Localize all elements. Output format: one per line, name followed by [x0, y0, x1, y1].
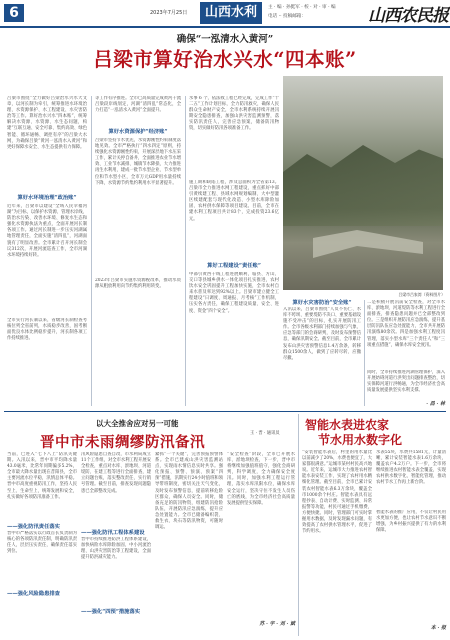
paragraph: “安装智能水表后，村里的用水量比以前减少了20%，水费也便宜了，大家都很满意。”运城市某村村民高兴地说。近年来，运城市大力推进农村智能水表安装工作，实现了农村用水精细化管理。截至目前，全市已累计安装农村智能水表6.3万余块，覆盖全市1000余个村庄。智能水表具有远程抄表、自动计费、实时监测、异常报警等功能，村民可通过手机缴费，方便快捷。同时，管理部门可实时掌握用水数据，及时发现漏水问题，有效提高了农村供水管理水平，促进了节约用水。 [302, 450, 372, 535]
paragraph: 2023年吕梁市实施水资源税改革，推动水资源从粗放利用向节约集约利用转变。 [95, 278, 181, 290]
paragraph: 施工期和缺陷工程，涉及总面积为全省第13。吕梁市全力推进水网工程建设，重点抓好中部引黄续建工程、县域水网规划编制、大中型灌区续建配套与现代化改造、小型水库除险加固、农村供水保障等项目建设。目前，全市在建水利工程项目共计83个，完成投资23.6亿元。 [189, 180, 279, 222]
signature: 本 · 报 [430, 625, 446, 631]
paragraph: 汛风险隐患自查自改，市水利局成立11个工作组，对全市水利工程开展安全检查，重点对水库、淤地坝、河道堤防、在建工程等进行全面排查，建立问题台账，落实整改责任，实行销号管理。截至目前，排查发现问题隐患已全部整改完成。 [81, 452, 151, 494]
subhead: ——强化风险隐患排查 [7, 591, 60, 597]
top-story-column-3-upper [189, 96, 279, 176]
subhead: ——强化防汛责任落实 [7, 524, 60, 530]
paragraph: 晋中市持续推进防洪工程体系建设，加快病险水库除险加固、中小河流治理、山洪灾害防治等工程建设，全面提升防洪减灾能力。 [81, 537, 151, 561]
subhead: 算好工程建设“责任账” [207, 263, 261, 269]
subhead: ——强化“四预”措施落实 [81, 609, 141, 615]
column-rule [364, 300, 365, 406]
section-title: 山西水利 [200, 2, 262, 24]
paragraph: 水事 6 个，依法收工程已经完成，完成工作“十二五”工作计划目标，全力防汛救灾，确保人民群众生命财产安全，全市水利系统持续开展汛期安全隐患排查，加强山洪灾害监测预警，落实防汛责任人，完善应急预案，储备防汛物资，切实做好防汛各项准备工作。 [189, 96, 279, 132]
signature: 苏 · 宇 · 刘 · 斌 [259, 621, 295, 627]
subhead: 算好水环境治理“政治账” [17, 195, 77, 201]
story-separator [298, 414, 299, 636]
paragraph: 近年来，吕梁市以建设“全域人民幸福河湖”为目标，以保护水资源、管理水岸线、防治水污染、改善水环境、修复水生态和强化水资源执法为重点，全面开展河长制各项工作。通过河长制进一步压实河湖属地管理责任，全面实施“清四乱”，河湖面貌有了明显改善。全市累计召开河长制会议312次，开展河流巡查工作，全市河湖水环境持续好转。 [7, 204, 87, 258]
paragraph: 紧抓“一个关键”，完善预报预警体系。全市已建成山洪灾害监测站点，实现雨水情信息实时共享。强化预报、预警、预演、预案“四预”措施，汛期实行24小时值班和领导带班制度，密切关注天气变化，及时发布预警信息，提前转移危险区群众，确保人员安全。同时，储备充足的防汛物资，组建防汛抢险队伍，开展防汛应急演练，提升应急处置能力。全市已储备编织袋、救生衣、块石等防汛物资，可随时调运。 [155, 452, 223, 531]
top-story-kicker: 确保“一泓清水入黄河” [176, 34, 274, 45]
paragraph: 入汛以来，吕梁市围绕“人员不伤亡、水库不垮坝、重要堤防不决口、重要基础设施不受冲击”的目标，扎实开展防汛工作。全市各级水利部门持续加强与气象、应急等部门的会商研判，及时发布预警信息，确保汛期安全。截至目前，全市累计发布山洪灾害预警信息1.4万余条，转移群众1500余人，做到了应转尽转、应撤尽撤。 [283, 307, 361, 361]
page-number: 6 [4, 4, 24, 22]
section-divider [4, 411, 446, 412]
top-story-column-5 [367, 300, 445, 408]
subhead: 算好水资源保护“经济账” [108, 129, 168, 135]
top-story-column-3 [189, 180, 279, 408]
signature: · 昌 · 林 [426, 401, 445, 407]
paragraph: 全市实行河长制以来，省级河长制检查考核位列全省前列，水质稳步改善，国考断面优良水体比例稳步提升，河长制各项工作持续推进。 [7, 318, 87, 342]
column-rule [185, 96, 186, 406]
paragraph: 等工作有序推进。全市已高质量完成黄河干流吕梁段岸线划定，河湖“清四乱”常态化，全力打造“一泓清水入黄河”全面提升。 [95, 96, 181, 114]
bottom-right-headline-line2: 节水用水数字化 [318, 433, 403, 447]
bottom-left-column-4 [227, 452, 295, 636]
bottom-left-headline: 晋中市未雨绸缪防汛备汛 [40, 434, 205, 451]
subhead: 算好水灾害防治“安全账” [292, 300, 352, 306]
paragraph: 晋中市严格落实以行政首长负责制为核心的各项防汛责任制，明确防汛责任人，层层压实责任，确保责任落实到位。 [7, 531, 77, 555]
top-story-headline: 吕梁市算好治水兴水“四本账” [93, 48, 357, 71]
subhead: ——强化防汛工程体系建设 [81, 530, 145, 536]
bottom-right-headline-line1: 智能水表进农家 [305, 418, 390, 432]
column-rule [91, 96, 92, 406]
issue-date: 2023年7月25日 [150, 10, 188, 16]
editor-credits: 主 · 编 · 孙挺军 · 校 · 对 · 审 · 编 [268, 5, 336, 10]
paragraph: 二是积极开展汛前安全检查，对全市水库、淤地坝、河道堤防等水利工程进行全面排查，排查隐患问题并已全部整改到位。三是组织开展防汛应急演练，提升基层防汛队伍应急处置能力，全市共开展防汛演练80余次。四是加强水利工程度汛管理，落实小型水库“三个责任人”和“三项重点措施”，确保水库安全度汛。 [367, 300, 445, 348]
bottom-right-column-2 [376, 450, 446, 636]
paragraph: 水表55块，水费共1581元，计量清晰，累计安装智能水表1.6万余块，覆盖农户4.2万户。下一步，全市将继续推进农村智能水表全覆盖，实现农村供水数字化、智能化管理，推动农村节水工作再上新台阶。 [376, 450, 446, 486]
top-story-column-1 [7, 96, 87, 408]
top-story-column-4 [283, 300, 361, 408]
byline: 王 · 晋 · 通讯员 [250, 431, 280, 436]
contact-info: 电话 ·· 投稿邮箱： [268, 14, 306, 19]
bottom-left-column-1 [7, 452, 77, 636]
bottom-left-column-3 [155, 452, 223, 636]
photo-caption: 吕梁市吕家湾（资料图片） [398, 292, 445, 297]
paragraph: “安全检查”阶段，全市已开展水库、淤地坝检查，下一步，晋中市将继续加强值班值守，强化会商研判，科学调度，全力确保安全度汛。同时，加强水利工程运行管理，落实水库汛限水位，确保水库安全运行，坚决守住不发生人员伤亡的底线，为全市经济社会高质量发展提供坚实保障。 [227, 452, 295, 506]
paragraph: 中部引黄西干线工程进展顺利，临县、方山、交口等县城乡供水一体化项目扎实推进，农村饮水安全巩固提升工程加快实施，全市农村自来水普及率达到92%以上。吕梁市建立健全工程建设“日调度、周通报、月考核”工作机制，压实各方责任，确保工程建设质量、安全、进度、资金“四个安全”。 [189, 272, 279, 314]
masthead-rule [0, 26, 450, 28]
paragraph: 智能水表的推广应用，不仅让村民用水更加方便，也让农村节水意识不断增强，为乡村振兴提供了有力的水利保障。 [376, 510, 446, 534]
paragraph: 吕梁市围绕“全力做好吕梁治水兴水大文章，以河长制为牵引，统筹推进水环境治理、水资源保护、水工程建设、水灾害防治等工作。算好治水兴水“四本账”，统筹解决水资源、水资源、水生态问题，构建“互联互通、安全可靠、集约高效、绿色智能、循环通畅、调控有序”的吕梁大水网，为确保吕梁“黄河一泓清水入黄河”和更好保障水安全、水生态提供有力保障。 [7, 96, 87, 150]
bottom-right-column-1 [302, 450, 372, 636]
reservoir-photo [283, 76, 443, 290]
bottom-left-kicker: 以大全推舍应对另一可能 [96, 419, 179, 428]
paragraph: 当前，已进入“七下八上”防汛关键期。入汛以来，晋中市平均降水量43.0毫米，比常年同期偏多5.2%，全市最大降水量出现在昔阳县，全市主要河流水位平稳，汛情总体平稳。晋中市高度重视防汛工作，坚持人民至上、生命至上，统筹发展和安全，扎实做好各项防汛准备工作。 [7, 452, 77, 500]
top-story-column-2 [95, 96, 181, 408]
newspaper-logo: 山西农民报 [368, 6, 448, 26]
bottom-left-column-2 [81, 452, 151, 636]
paragraph: 同时，全市持续推进河湖管理保护，深入开展妨碍河道行洪突出问题排查整治，切实保障河道行洪畅通，为全市经济社会高质量发展提供坚实水利支撑。 [367, 370, 445, 394]
paragraph: 吕梁市坚持节水优先，水资源刚性约束制度落地见效。全市严格执行“四水四定”原则，持续强化水资源刚性约束，开展深层地下水压采工作，累计关停自备井，全面推进农业节水增效、工业节水减排、城镇节水降损，大力推进再生水利用，建成一批节水型企业、节水型单位和节水型小区，全市万元GDP用水量持续下降，水资源节约集约利用水平显著提升。 [95, 138, 181, 186]
